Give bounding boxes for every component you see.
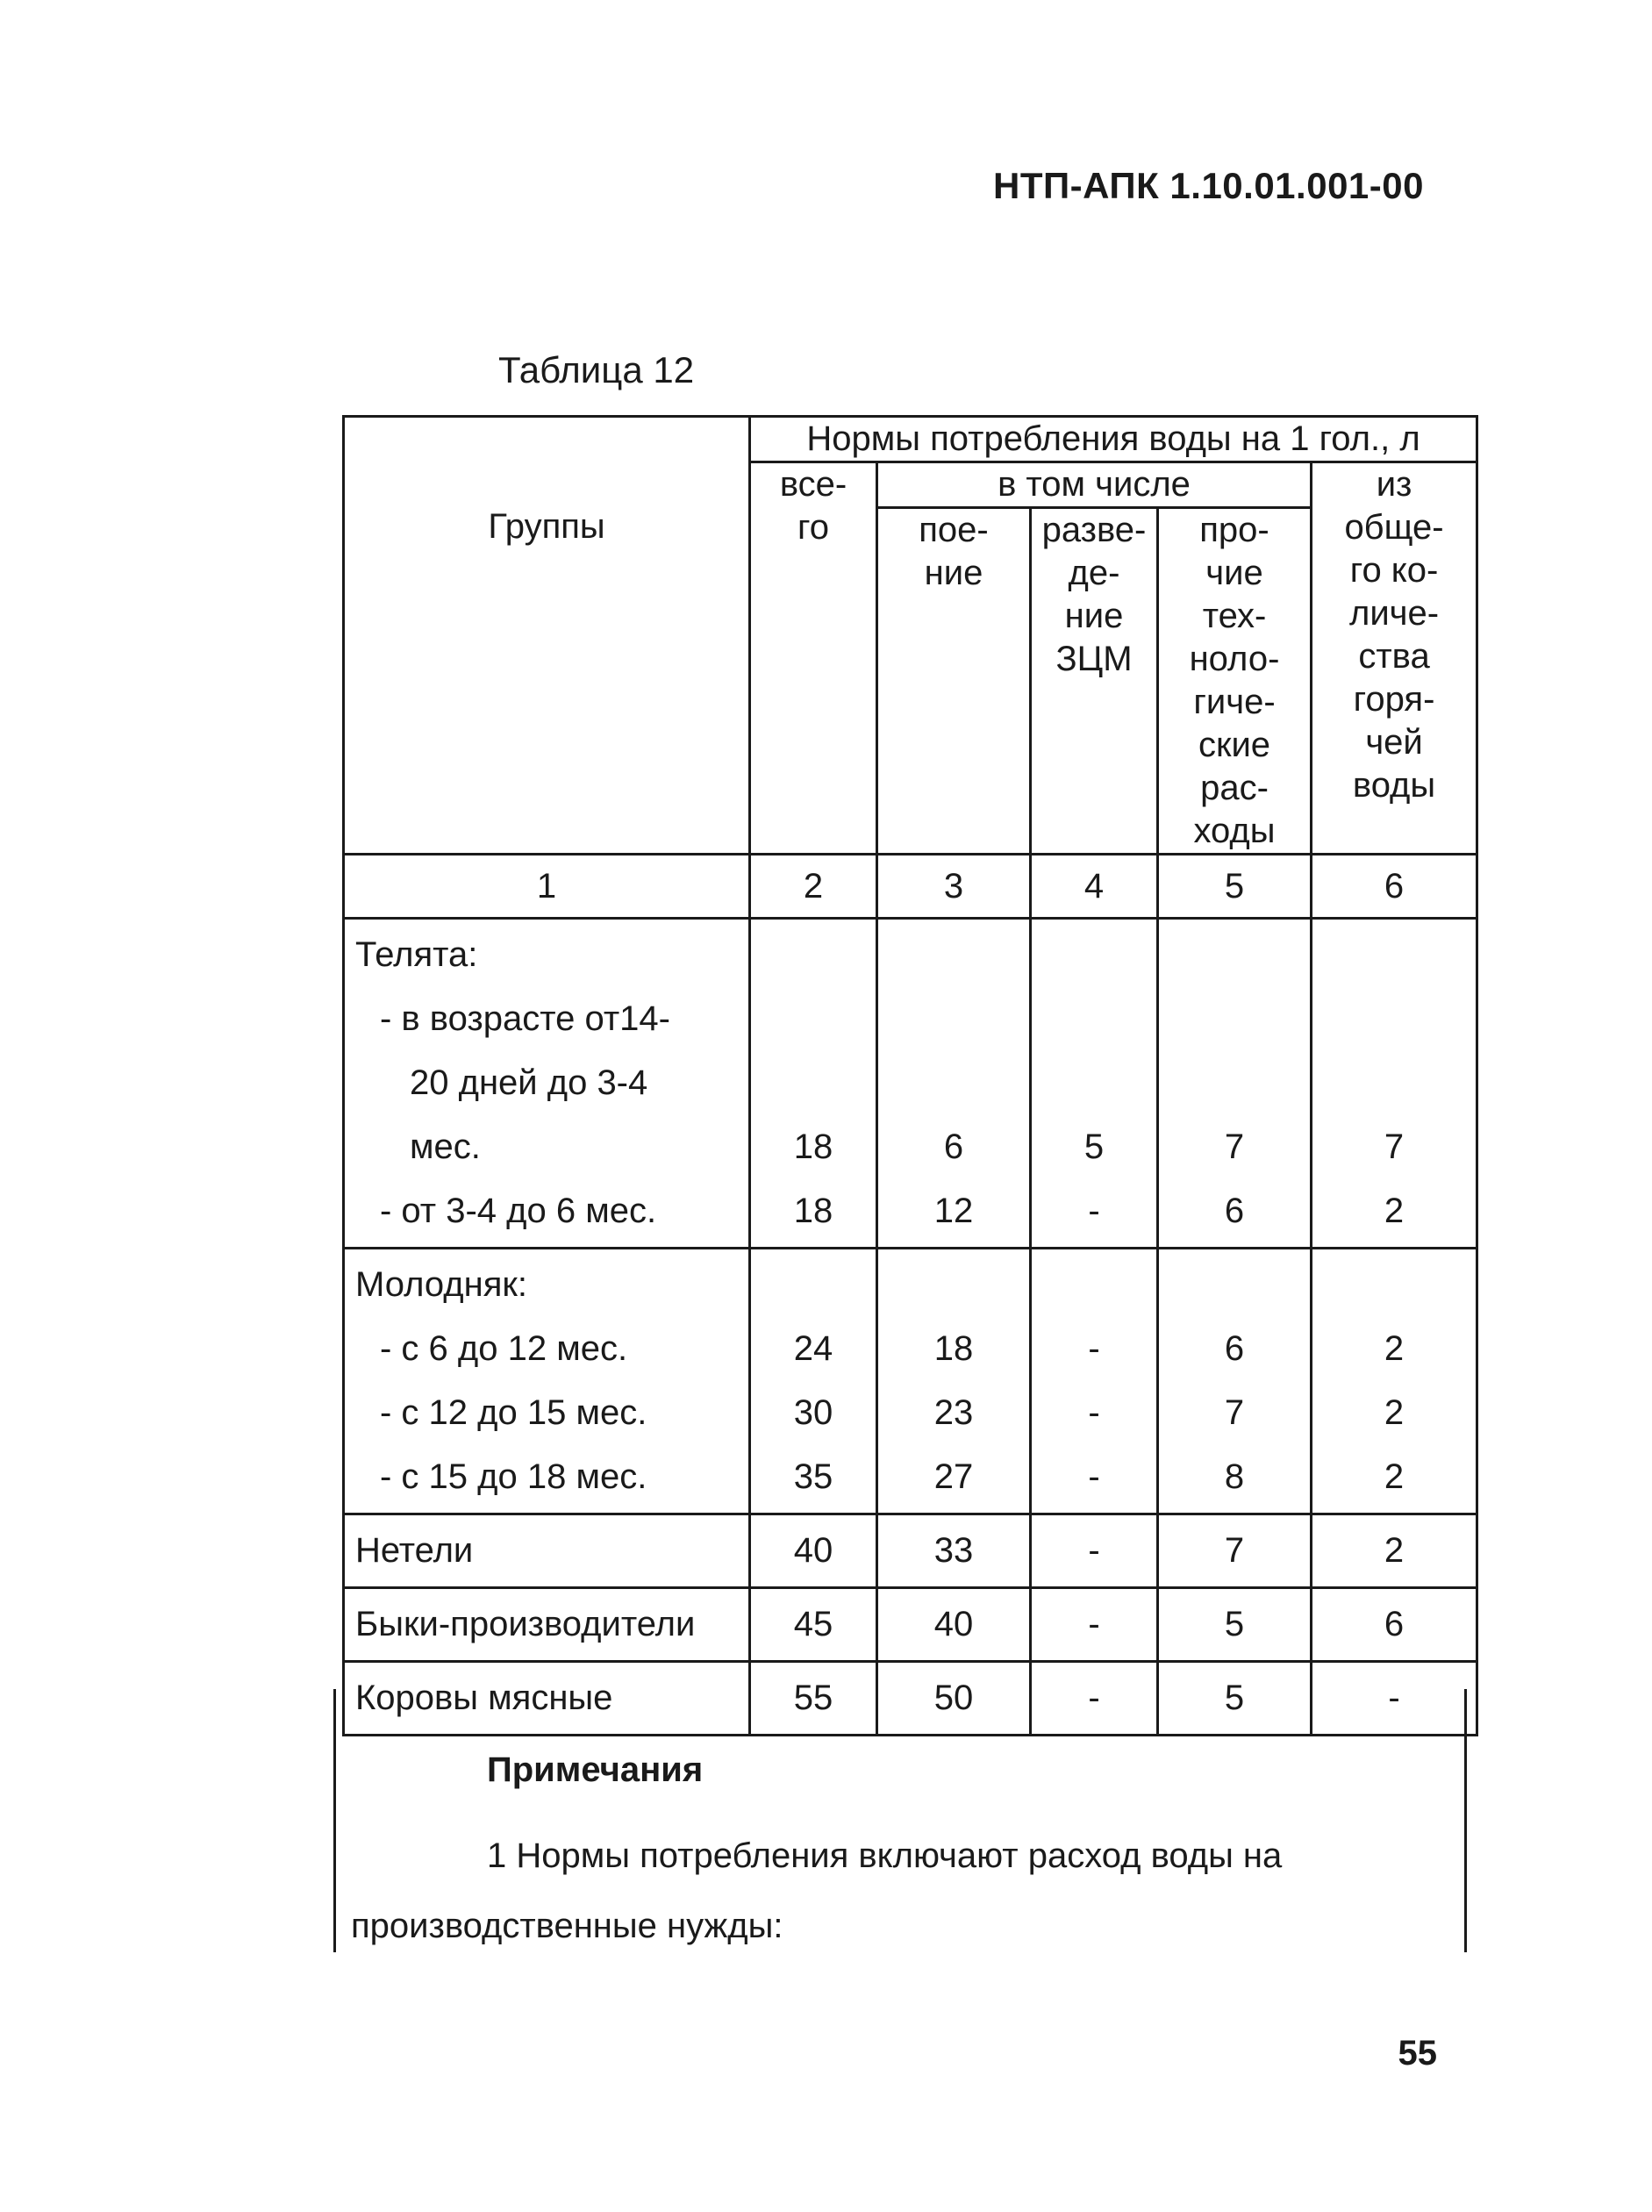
group-title: Молодняк:	[355, 1265, 527, 1304]
header-including: в том числе	[877, 462, 1312, 508]
value-cell: 33	[877, 1514, 1031, 1588]
table-row	[344, 1249, 1477, 1514]
group-item: - в возрасте от14-	[380, 999, 670, 1038]
value-cell: 40	[750, 1514, 877, 1588]
group-title: Быки-производители	[344, 1588, 750, 1662]
group-item: - с 12 до 15 мес.	[380, 1393, 647, 1432]
water-norms-table	[342, 415, 1478, 1736]
value-cell: 45	[750, 1588, 877, 1662]
value: 23	[933, 1393, 974, 1432]
value: -	[1088, 1192, 1100, 1230]
value: 2	[1384, 1192, 1405, 1230]
group-item: 20 дней до 3-4	[410, 1063, 648, 1102]
value-cell	[1312, 1249, 1477, 1514]
value: 12	[933, 1192, 974, 1230]
value: 7	[1224, 1127, 1245, 1166]
table-row	[344, 919, 1477, 1249]
value: 35	[793, 1457, 833, 1496]
value: 18	[793, 1192, 833, 1230]
header-other: про- чие тех- ноло- гиче- ские рас- ходы	[1158, 508, 1312, 855]
value-cell: -	[1031, 1514, 1158, 1588]
header-norms: Нормы потребления воды на 1 гол., л	[750, 417, 1477, 462]
value: -	[1088, 1393, 1100, 1432]
value-cell	[877, 1249, 1031, 1514]
value-cell: 40	[877, 1588, 1031, 1662]
value-cell	[1158, 919, 1312, 1249]
header-drinking: пое- ние	[877, 508, 1031, 855]
notes-title: Примечания	[487, 1750, 704, 1789]
value: -	[1088, 1329, 1100, 1368]
page-number: 55	[1398, 2034, 1437, 2072]
group-item: - с 15 до 18 мес.	[380, 1457, 647, 1496]
value-cell	[1031, 1249, 1158, 1514]
value: 7	[1384, 1127, 1405, 1166]
column-number: 3	[877, 855, 1031, 919]
group-cell	[344, 1249, 750, 1514]
group-item: - с 6 до 12 мес.	[380, 1329, 628, 1368]
value: 30	[793, 1393, 833, 1432]
table-caption: Таблица 12	[498, 349, 695, 390]
value: 5	[1083, 1127, 1105, 1166]
value: 18	[933, 1329, 974, 1368]
value-cell	[1158, 1249, 1312, 1514]
value-cell: -	[1031, 1588, 1158, 1662]
value-cell: 50	[877, 1662, 1031, 1736]
header-groups: Группы	[344, 417, 750, 855]
column-number: 1	[344, 855, 750, 919]
value-cell: 2	[1312, 1514, 1477, 1588]
group-item: - от 3-4 до 6 мес.	[380, 1192, 657, 1230]
value-cell	[750, 1249, 877, 1514]
table-row	[344, 1514, 1477, 1588]
value-cell	[1031, 919, 1158, 1249]
notes-text: 1 Нормы потребления включают расход воды на производственные нужды:	[351, 1836, 1283, 1945]
value-cell: 7	[1158, 1514, 1312, 1588]
value: 6	[1224, 1329, 1245, 1368]
value-cell	[750, 919, 877, 1249]
column-number: 4	[1031, 855, 1158, 919]
table-row	[344, 1588, 1477, 1662]
document-code: НТП-АПК 1.10.01.001-00	[992, 165, 1424, 206]
value: 2	[1384, 1457, 1405, 1496]
value: 7	[1224, 1393, 1245, 1432]
value-cell: -	[1031, 1662, 1158, 1736]
column-number: 6	[1312, 855, 1477, 919]
value: 24	[793, 1329, 833, 1368]
column-number: 5	[1158, 855, 1312, 919]
value: 2	[1384, 1393, 1405, 1432]
value-cell	[1312, 919, 1477, 1249]
value-cell: 5	[1158, 1588, 1312, 1662]
value: 8	[1224, 1457, 1245, 1496]
header-hot-water: из обще- го ко- личе- ства горя- чей воды	[1312, 462, 1477, 855]
value-cell	[877, 919, 1031, 1249]
column-numbers-row	[344, 855, 1477, 919]
value: 27	[933, 1457, 974, 1496]
value-cell: 6	[1312, 1588, 1477, 1662]
group-cell	[344, 919, 750, 1249]
group-title: Телята:	[355, 935, 478, 974]
header-zcm: разве- де- ние ЗЦМ	[1031, 508, 1158, 855]
group-title: Нетели	[344, 1514, 750, 1588]
value: 6	[1224, 1192, 1245, 1230]
value: 2	[1384, 1329, 1405, 1368]
value: -	[1088, 1457, 1100, 1496]
value-cell: -	[1312, 1662, 1477, 1736]
value: 18	[793, 1127, 833, 1166]
group-title: Коровы мясные	[344, 1662, 750, 1736]
value-cell: 55	[750, 1662, 877, 1736]
group-item: мес.	[410, 1127, 481, 1166]
column-number: 2	[750, 855, 877, 919]
value: 6	[943, 1127, 964, 1166]
header-total: все- го	[750, 462, 877, 855]
value-cell: 5	[1158, 1662, 1312, 1736]
